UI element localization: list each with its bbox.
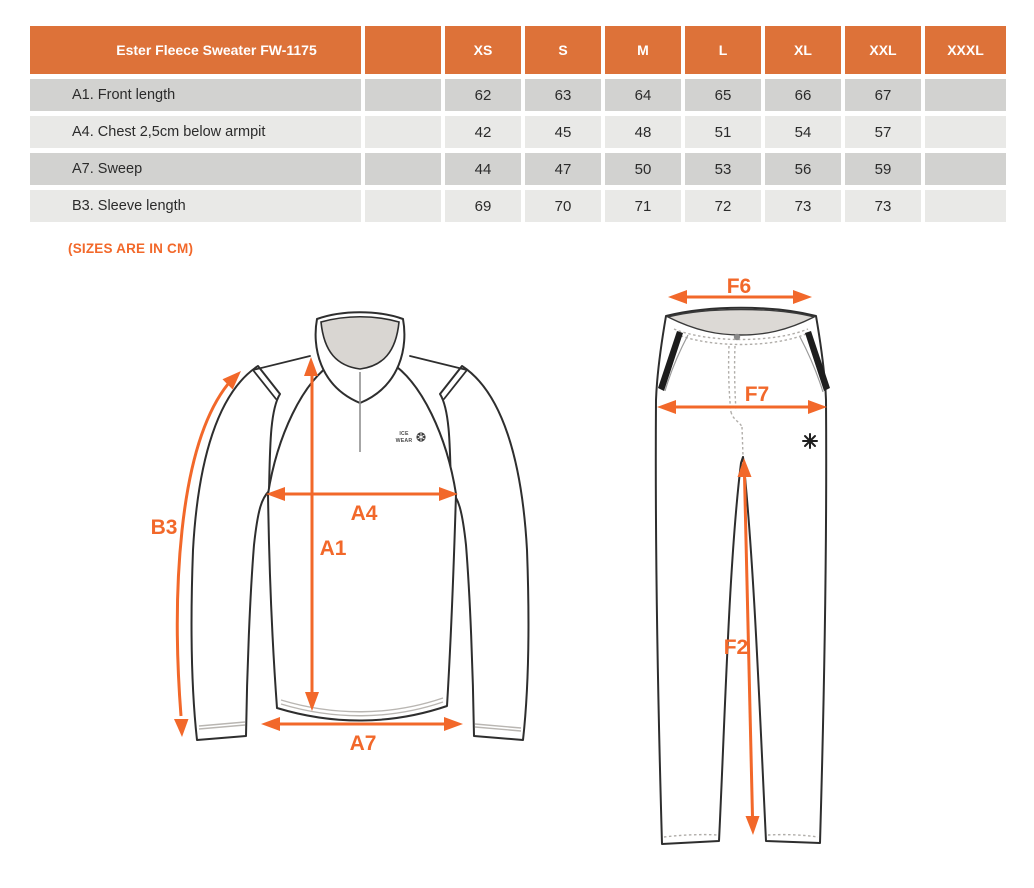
column-header-s: S: [525, 26, 601, 74]
brand-logo-line2: WEAR: [395, 438, 413, 444]
sweater-diagram: [140, 290, 560, 765]
value-cell: [925, 79, 1006, 111]
value-cell: 48: [605, 116, 681, 148]
f6-label: F6: [726, 275, 752, 298]
row-label: A7. Sweep: [30, 153, 361, 185]
value-cell: 66: [765, 79, 841, 111]
waist-button: [734, 334, 740, 340]
value-cell: 59: [845, 153, 921, 185]
a7-arrowhead-right: [444, 717, 463, 731]
table-header-row: [30, 26, 1006, 74]
column-header-m: M: [605, 26, 681, 74]
value-cell: 44: [445, 153, 521, 185]
blank-cell: [365, 190, 441, 222]
value-cell: 64: [605, 79, 681, 111]
value-cell: 57: [845, 116, 921, 148]
value-cell: 50: [605, 153, 681, 185]
a4-label: A4: [350, 502, 378, 525]
a1-arrowhead-top: [304, 357, 318, 376]
f2-label: F2: [723, 636, 749, 659]
column-header-xl: XL: [765, 26, 841, 74]
measure-f6: [668, 275, 812, 304]
value-cell: 63: [525, 79, 601, 111]
value-cell: [925, 153, 1006, 185]
brand-logo-line1: ICE: [399, 431, 409, 437]
value-cell: 73: [845, 190, 921, 222]
value-cell: 72: [685, 190, 761, 222]
pants-diagram: [630, 272, 910, 862]
value-cell: 69: [445, 190, 521, 222]
value-cell: [925, 190, 1006, 222]
blank-cell: [365, 116, 441, 148]
table-row: [30, 116, 1006, 148]
value-cell: [925, 116, 1006, 148]
size-table: [26, 21, 1010, 227]
value-cell: 45: [525, 116, 601, 148]
table-row: [30, 79, 1006, 111]
row-label: B3. Sleeve length: [30, 190, 361, 222]
value-cell: 65: [685, 79, 761, 111]
value-cell: 62: [445, 79, 521, 111]
a7-label: A7: [349, 732, 377, 755]
product-title: Ester Fleece Sweater FW-1175: [30, 26, 361, 74]
f2-arrowhead-bottom: [746, 816, 760, 835]
blank-header-cell: [365, 26, 441, 74]
blank-cell: [365, 79, 441, 111]
table-row: [30, 190, 1006, 222]
value-cell: 71: [605, 190, 681, 222]
value-cell: 42: [445, 116, 521, 148]
value-cell: 53: [685, 153, 761, 185]
b3-label: B3: [150, 516, 178, 539]
blank-cell: [365, 153, 441, 185]
value-cell: 67: [845, 79, 921, 111]
column-header-xxxl: XXXL: [925, 26, 1006, 74]
sweater-body: [268, 356, 456, 721]
row-label: A4. Chest 2,5cm below armpit: [30, 116, 361, 148]
pants-body: [656, 308, 826, 844]
a7-arrowhead-left: [261, 717, 280, 731]
f7-label: F7: [744, 383, 770, 406]
pants-snowflake-icon: [803, 434, 817, 448]
value-cell: 51: [685, 116, 761, 148]
f6-arrowhead-right: [793, 290, 812, 304]
b3-arrowhead-bottom: [174, 719, 189, 737]
row-label: A1. Front length: [30, 79, 361, 111]
value-cell: 54: [765, 116, 841, 148]
f6-arrowhead-left: [668, 290, 687, 304]
column-header-xs: XS: [445, 26, 521, 74]
value-cell: 56: [765, 153, 841, 185]
column-header-l: L: [685, 26, 761, 74]
units-note: (SIZES ARE IN CM): [68, 241, 194, 256]
a1-label: A1: [319, 537, 347, 560]
measure-a7: [261, 717, 463, 755]
table-body: [30, 79, 1006, 222]
value-cell: 70: [525, 190, 601, 222]
value-cell: 47: [525, 153, 601, 185]
value-cell: 73: [765, 190, 841, 222]
column-header-xxl: XXL: [845, 26, 921, 74]
table-row: [30, 153, 1006, 185]
